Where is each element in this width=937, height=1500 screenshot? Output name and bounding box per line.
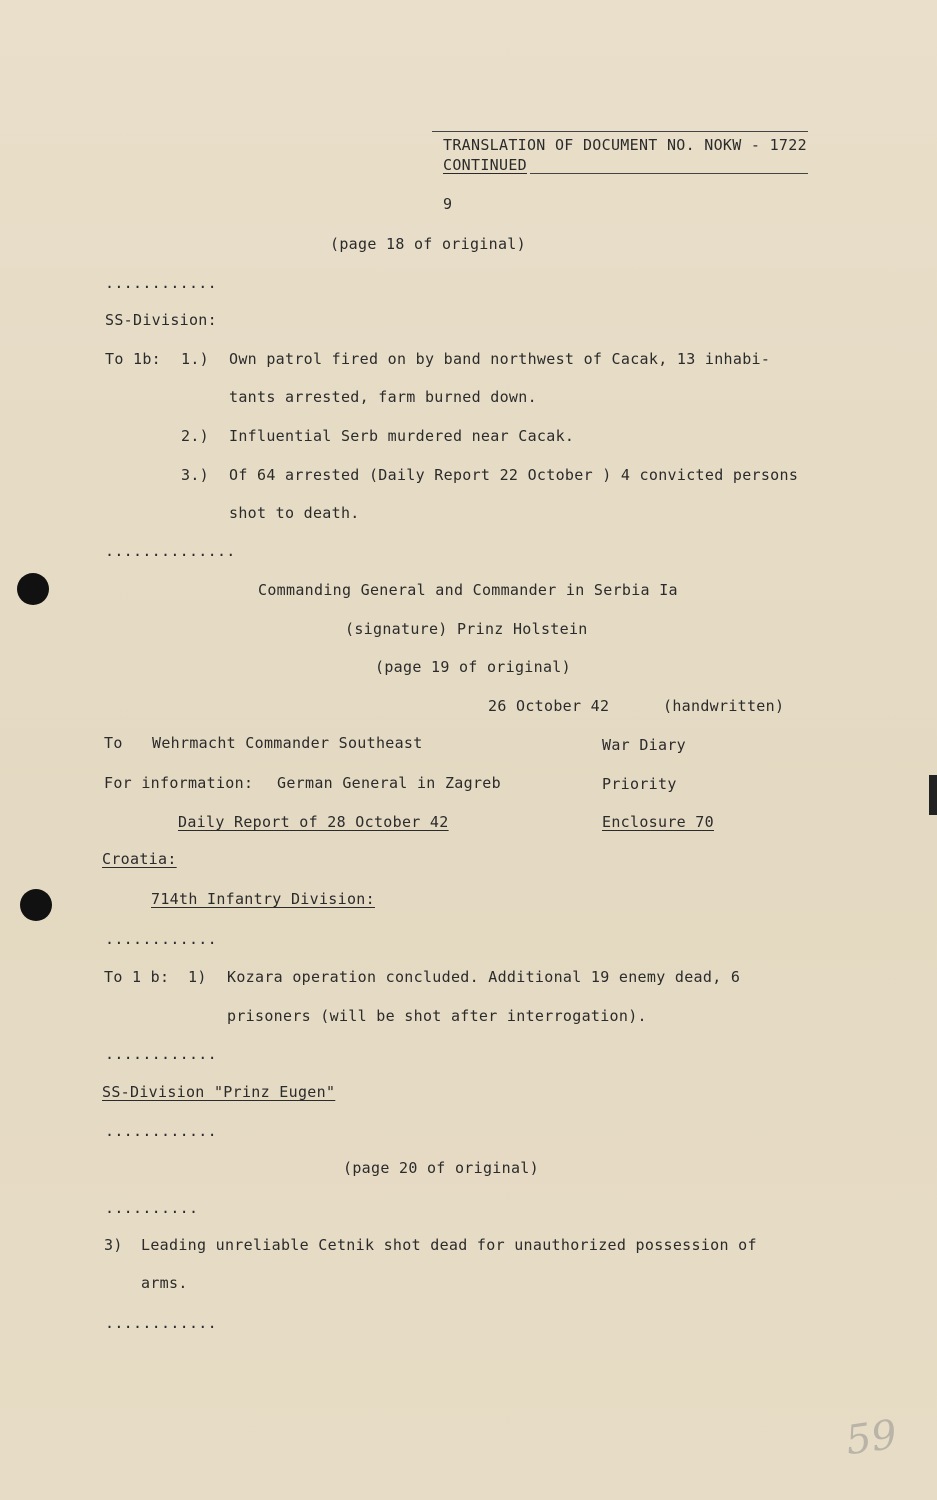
- item-3-number: 3.): [181, 466, 209, 484]
- ss-division-prinz-eugen: SS-Division "Prinz Eugen": [102, 1083, 336, 1101]
- ellipsis-separator: ............: [105, 930, 217, 948]
- handwritten-page-mark: 59: [843, 1411, 900, 1465]
- signature-title: Commanding General and Commander in Serbia Ia: [258, 581, 678, 599]
- to-1b-label: To 1b:: [105, 350, 161, 368]
- item-2-number: 2.): [181, 427, 209, 445]
- paper-edge-mark: [929, 775, 937, 815]
- report-date: 26 October 42: [488, 697, 610, 715]
- ellipsis-separator: ............: [105, 274, 217, 292]
- item-3-text: Of 64 arrested (Daily Report 22 October ) 4 convicted persons: [229, 466, 799, 484]
- croatia-to-1b-label: To 1 b:: [104, 968, 170, 986]
- final-item-text-cont: arms.: [141, 1274, 188, 1292]
- division-heading: 714th Infantry Division:: [151, 890, 375, 908]
- croatia-item-number: 1): [188, 968, 207, 986]
- punch-hole: [17, 573, 49, 605]
- final-item-text: Leading unreliable Cetnik shot dead for unauthorized possession of: [141, 1236, 757, 1254]
- priority-label: Priority: [602, 775, 677, 793]
- war-diary-label: War Diary: [602, 736, 686, 754]
- information-recipient: German General in Zagreb: [277, 774, 501, 792]
- ellipsis-separator: ............: [105, 1045, 217, 1063]
- signature-name: (signature) Prinz Holstein: [345, 620, 588, 638]
- punch-hole: [20, 889, 52, 921]
- page18-label: (page 18 of original): [330, 235, 526, 253]
- header-translation-line: TRANSLATION OF DOCUMENT NO. NOKW - 1722: [443, 136, 807, 154]
- page19-label: (page 19 of original): [375, 658, 571, 676]
- croatia-item-text: Kozara operation concluded. Additional 19 enemy dead, 6: [227, 968, 741, 986]
- ellipsis-separator: ............: [105, 1122, 217, 1140]
- ellipsis-separator: ..........: [105, 1199, 199, 1217]
- ellipsis-separator: ............: [105, 1314, 217, 1332]
- item-3-text-cont: shot to death.: [229, 504, 360, 522]
- header-continued: CONTINUED: [443, 156, 527, 174]
- croatia-item-text-cont: prisoners (will be shot after interrogation).: [227, 1007, 647, 1025]
- item-1-text-cont: tants arrested, farm burned down.: [229, 388, 537, 406]
- page-number: 9: [443, 195, 453, 213]
- page20-label: (page 20 of original): [343, 1159, 539, 1177]
- handwritten-note: (handwritten): [663, 697, 785, 715]
- to-recipient: Wehrmacht Commander Southeast: [152, 734, 423, 752]
- item-1-text: Own patrol fired on by band northwest of Cacak, 13 inhabi-: [229, 350, 771, 368]
- item-2-text: Influential Serb murdered near Cacak.: [229, 427, 575, 445]
- header-bottom-rule: [530, 173, 808, 174]
- ellipsis-separator: ..............: [105, 542, 236, 560]
- daily-report-title: Daily Report of 28 October 42: [178, 813, 449, 831]
- header-top-rule: [432, 131, 808, 132]
- final-item-number: 3): [104, 1236, 123, 1254]
- ss-division-heading: SS-Division:: [105, 311, 217, 329]
- croatia-heading: Croatia:: [102, 850, 177, 868]
- for-information-label: For information:: [104, 774, 254, 792]
- to-label: To: [104, 734, 123, 752]
- enclosure-label: Enclosure 70: [602, 813, 714, 831]
- item-1-number: 1.): [181, 350, 209, 368]
